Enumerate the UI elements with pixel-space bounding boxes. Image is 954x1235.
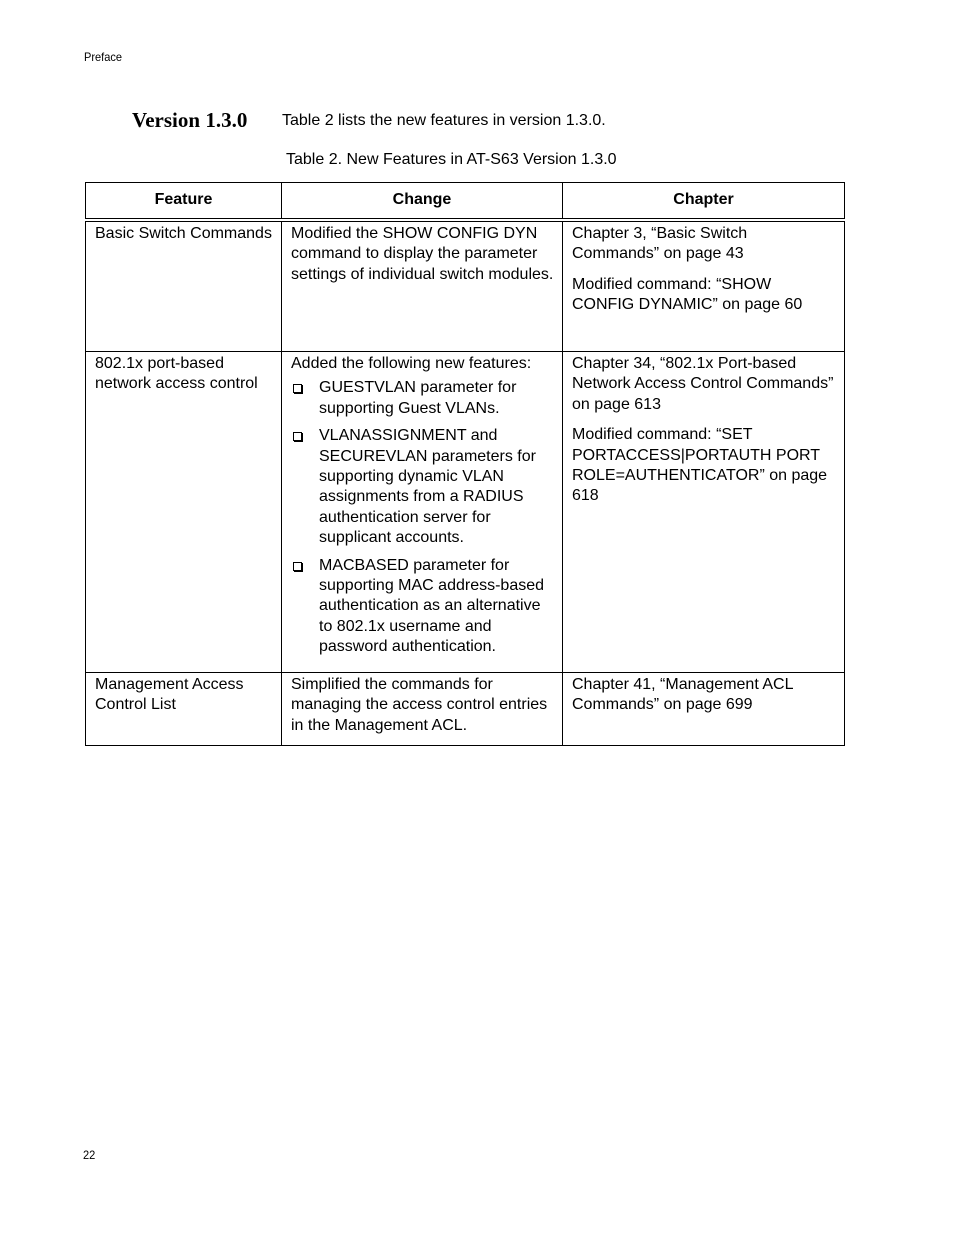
change-bullet-list <box>291 378 554 657</box>
column-header-chapter: Chapter <box>563 183 845 221</box>
chapter-cell <box>563 352 845 673</box>
table-row <box>86 352 845 673</box>
change-text: Modified the SHOW CONFIG DYN command to display the parameter settings of individual switch modules. <box>291 225 554 283</box>
bullet-item <box>291 426 554 548</box>
bullet-text: MACBASED parameter for supporting MAC address-based authentication as an alternative to 802.1x username and password authentication. <box>319 556 545 656</box>
modified-command-reference: Modified command: “SHOW CONFIG DYNAMIC” on page 60 <box>572 275 803 314</box>
table-header-row <box>86 183 845 221</box>
chapter-reference: Chapter 41, “Management ACL Commands” on page 699 <box>572 676 793 714</box>
feature-cell <box>86 673 282 746</box>
page-number: 22 <box>83 1148 96 1162</box>
bullet-text: VLANASSIGNMENT and SECUREVLAN parameters for supporting dynamic VLAN assignments from a RADIUS authentication server for supplicant accounts. <box>319 427 536 547</box>
features-table <box>85 182 845 746</box>
feature-cell <box>86 220 282 352</box>
feature-cell <box>86 352 282 673</box>
change-text: Simplified the commands for managing the access control entries in the Management ACL. <box>291 676 548 734</box>
chapter-reference: Chapter 3, “Basic Switch Commands” on page 43 <box>572 225 748 263</box>
column-header-change: Change <box>282 183 563 221</box>
modified-command-reference: Modified command: “SET PORTACCESS|PORTAUTH PORT ROLE=AUTHENTICATOR” on page 618 <box>572 426 828 505</box>
change-cell <box>282 352 563 673</box>
running-header: Preface <box>84 50 123 64</box>
column-header-feature: Feature <box>86 183 282 221</box>
feature-text: Basic Switch Commands <box>95 225 272 242</box>
intro-paragraph: Table 2 lists the new features in version 1.3.0. <box>282 112 606 129</box>
bullet-item <box>291 378 554 419</box>
table-row <box>86 220 845 352</box>
feature-text: Management Access Control List <box>95 676 244 714</box>
chapter-cell <box>563 673 845 746</box>
chapter-cell <box>563 220 845 352</box>
chapter-reference: Chapter 34, “802.1x Port-based Network Access Control Commands” on page 613 <box>572 355 834 413</box>
checkbox-bullet-icon <box>293 384 302 393</box>
change-intro-text: Added the following new features: <box>291 355 532 372</box>
table-caption: Table 2. New Features in AT-S63 Version 1.3.0 <box>286 151 617 168</box>
change-cell <box>282 220 563 352</box>
bullet-item <box>291 556 554 658</box>
checkbox-bullet-icon <box>293 562 302 571</box>
bullet-text: GUESTVLAN parameter for supporting Guest VLANs. <box>319 379 517 417</box>
feature-text: 802.1x port-based network access control <box>95 355 258 393</box>
checkbox-bullet-icon <box>293 432 302 441</box>
change-cell <box>282 673 563 746</box>
table-row <box>86 673 845 746</box>
section-heading: Version 1.3.0 <box>132 108 248 132</box>
